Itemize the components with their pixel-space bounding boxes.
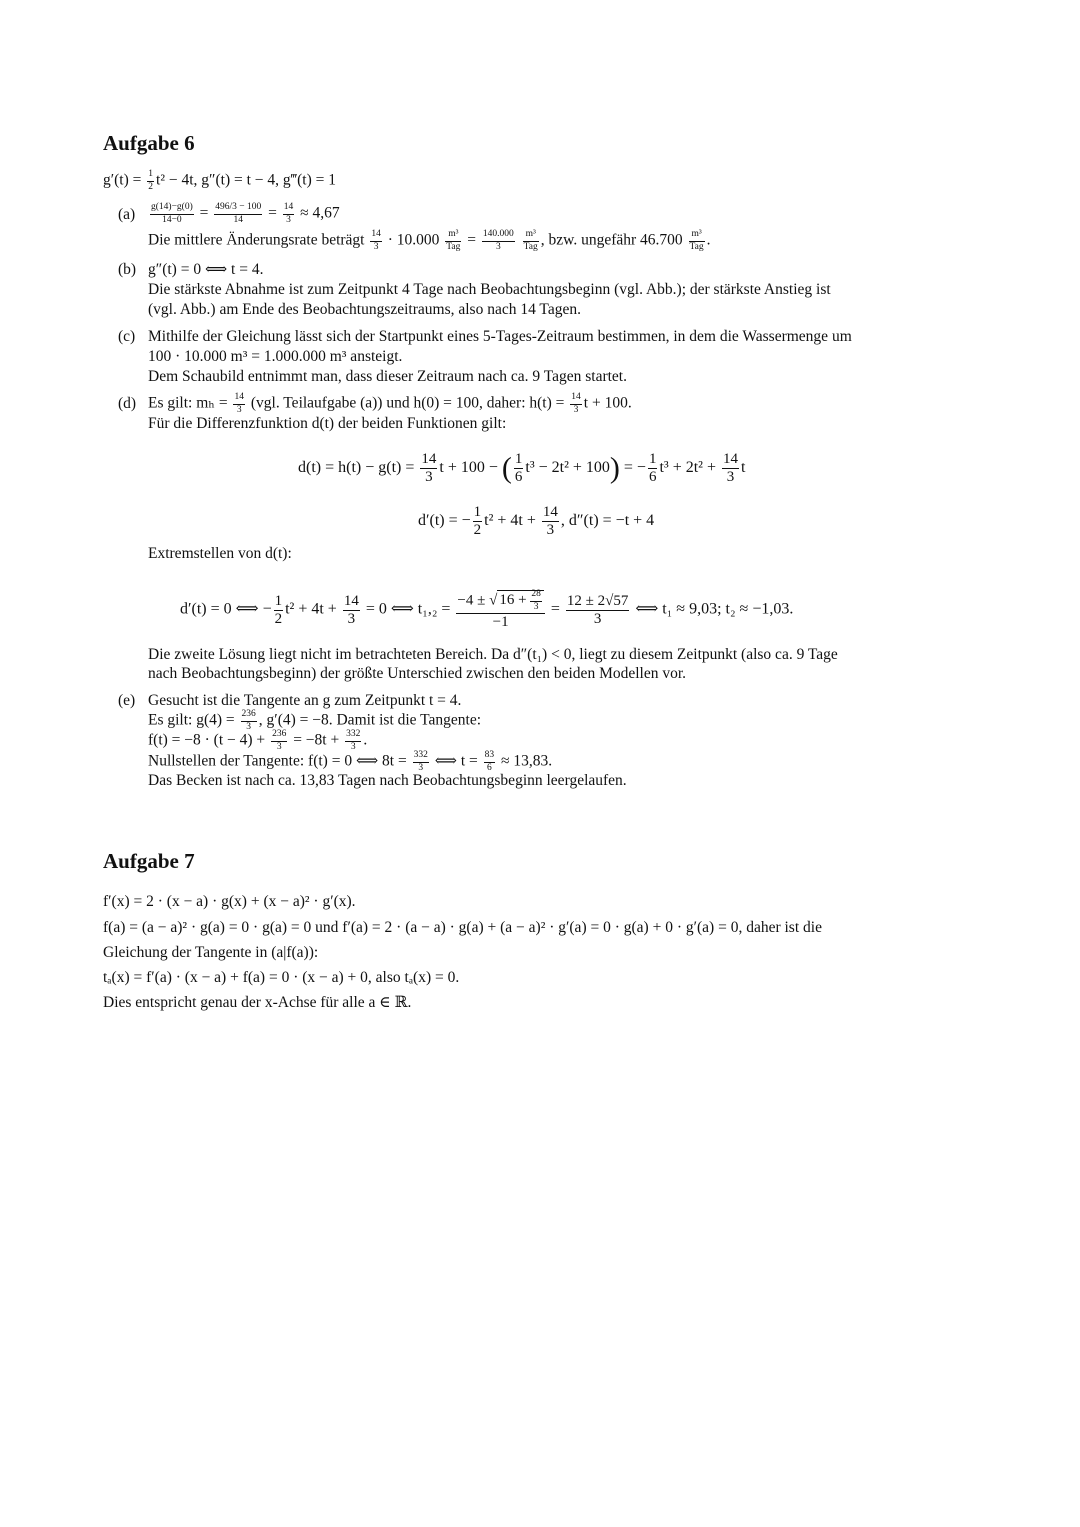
b-line3: (vgl. Abb.) am Ende des Beobachtungszeitraums, also nach 14 Tagen. (148, 301, 581, 318)
unit-fraction: m³ Tag (689, 229, 704, 252)
e-line3: f(t) = −8 · (t − 4) + $\frac{236}{3}$ = −8t + $\frac{332}{3}$ . (148, 729, 368, 752)
label-c: (c) (118, 328, 136, 345)
c-line1: Mithilfe der Gleichung lässt sich der Startpunkt eines 5-Tages-Zeitraum bestimmen, in dem die Wassermenge um (148, 328, 852, 345)
aufgabe6-heading: Aufgabe 6 (103, 131, 195, 155)
d-line3: Die zweite Lösung liegt nicht im betrachteten Bereich. Da d″(t₁) < 0, liegt zu diesem Zeitpunkt (also ca. 9 Tage (148, 646, 838, 663)
a7-line3: Gleichung der Tangente in (a|f(a)): (103, 944, 319, 961)
c-line3: Dem Schaubild entnimmt man, dass dieser Zeitraum nach ca. 9 Tagen startet. (148, 368, 627, 385)
a7-line1: f′(x) = 2 · (x − a) · g(x) + (x − a)² · g′(x). (103, 893, 356, 910)
e-line2: Es gilt: g(4) = $\frac{236}{3}$ , g′(4) = −8. Damit ist die Tangente: (148, 709, 482, 732)
e-line5: Das Becken ist nach ca. 13,83 Tagen nach Beobachtungsbeginn leergelaufen. (148, 772, 627, 789)
label-d: (d) (118, 395, 137, 412)
d-line2: Für die Differenzfunktion d(t) der beiden Funktionen gilt: (148, 415, 507, 432)
fraction-rate: $\frac{g(14)-g(0)}{14-0}$ (151, 202, 193, 225)
label-e: (e) (118, 692, 136, 709)
derivatives-line: g′(t) = $\frac{1}{2}$ t² − 4t, g″(t) = t − 4, g‴(t) = 1 (103, 169, 336, 192)
b-line1: g″(t) = 0 ⟺ t = 4. (148, 261, 264, 278)
fraction-rate-value: $\frac{496/3 - 100}{14}$ (215, 202, 262, 225)
equation-extrema: d′(t) = 0 ⟺ − $\frac{1}{2}$ t² + 4t + $\frac{14}{3}$ = 0 ⟺ t₁,₂ = −4 ± √ 16 + $\frac{28}{3}$ −1 = $\frac{12 \pm 2√57}{3}$ ⟺ t₁ ≈ 9,03; t₂ ≈ −1,03. (180, 589, 794, 630)
e-line1: Gesucht ist die Tangente an g zum Zeitpunkt t = 4. (148, 692, 462, 709)
unit-fraction: m³ Tag (523, 229, 538, 252)
fraction-14-3: $\frac{14}{3}$ (283, 202, 294, 225)
d-line4: nach Beobachtungsbeginn) der größte Unterschied zwischen den beiden Modellen vor. (148, 665, 687, 682)
a7-line2: f(a) = (a − a)² · g(a) = 0 · g(a) = 0 und f′(a) = 2 · (a − a) · g(a) + (a − a)² · g′(a) = 0 · g(a) + 0 · g′(a) = 0, daher ist die (103, 919, 822, 936)
c-line2: 100 · 10.000 m³ = 1.000.000 m³ ansteigt. (148, 348, 403, 365)
label-b: (b) (118, 261, 137, 278)
a7-line5: Dies entspricht genau der x-Achse für alle a ∈ ℝ. (103, 994, 412, 1011)
a-line2: Die mittlere Änderungsrate beträgt $\frac{14}{3}$ · 10.000 m³ Tag = $\frac{140.000}{3}$ m³ Tag , bzw. ungefähr 46.700 m³ Tag . (148, 229, 711, 252)
fraction-half: $\frac{1}{2}$ (148, 169, 154, 192)
unit-fraction: m³ Tag (446, 229, 461, 252)
b-line2: Die stärkste Abnahme ist zum Zeitpunkt 4 Tage nach Beobachtungsbeginn (vgl. Abb.); der stärkste Anstieg ist (148, 281, 831, 298)
e-line4: Nullstellen der Tangente: f(t) = 0 ⟺ 8t = $\frac{332}{3}$ ⟺ t = $\frac{83}{6}$ ≈ 13,83. (148, 750, 553, 773)
aufgabe7-heading: Aufgabe 7 (103, 849, 195, 873)
a7-line4: tₐ(x) = f′(a) · (x − a) + f(a) = 0 · (x − a) + 0, also tₐ(x) = 0. (103, 969, 460, 986)
fraction-quadratic-formula: −4 ± √ 16 + $\frac{28}{3}$ −1 (456, 590, 544, 630)
label-a: (a) (118, 206, 136, 223)
a-line1: $\frac{g(14)-g(0)}{14-0}$ = $\frac{496/3 - 100}{14}$ = $\frac{14}{3}$ ≈ 4,67 (151, 202, 340, 225)
equation-d: d(t) = h(t) − g(t) = $\frac{14}{3}$ t + 100 − ( $\frac{1}{6}$ t³ − 2t² + 100) = − $\frac{1}{6}$ t³ + 2t² + $\frac{14}{3}$ t (298, 451, 746, 485)
equation-d-prime: d′(t) = − $\frac{1}{2}$ t² + 4t + $\frac{14}{3}$ , d″(t) = −t + 4 (418, 504, 655, 538)
d-line1: Es gilt: mₕ = $\frac{14}{3}$ (vgl. Teilaufgabe (a)) und h(0) = 100, daher: h(t) = $\frac{14}{3}$ t + 100. (148, 392, 632, 415)
extremstellen-label: Extremstellen von d(t): (148, 545, 292, 562)
